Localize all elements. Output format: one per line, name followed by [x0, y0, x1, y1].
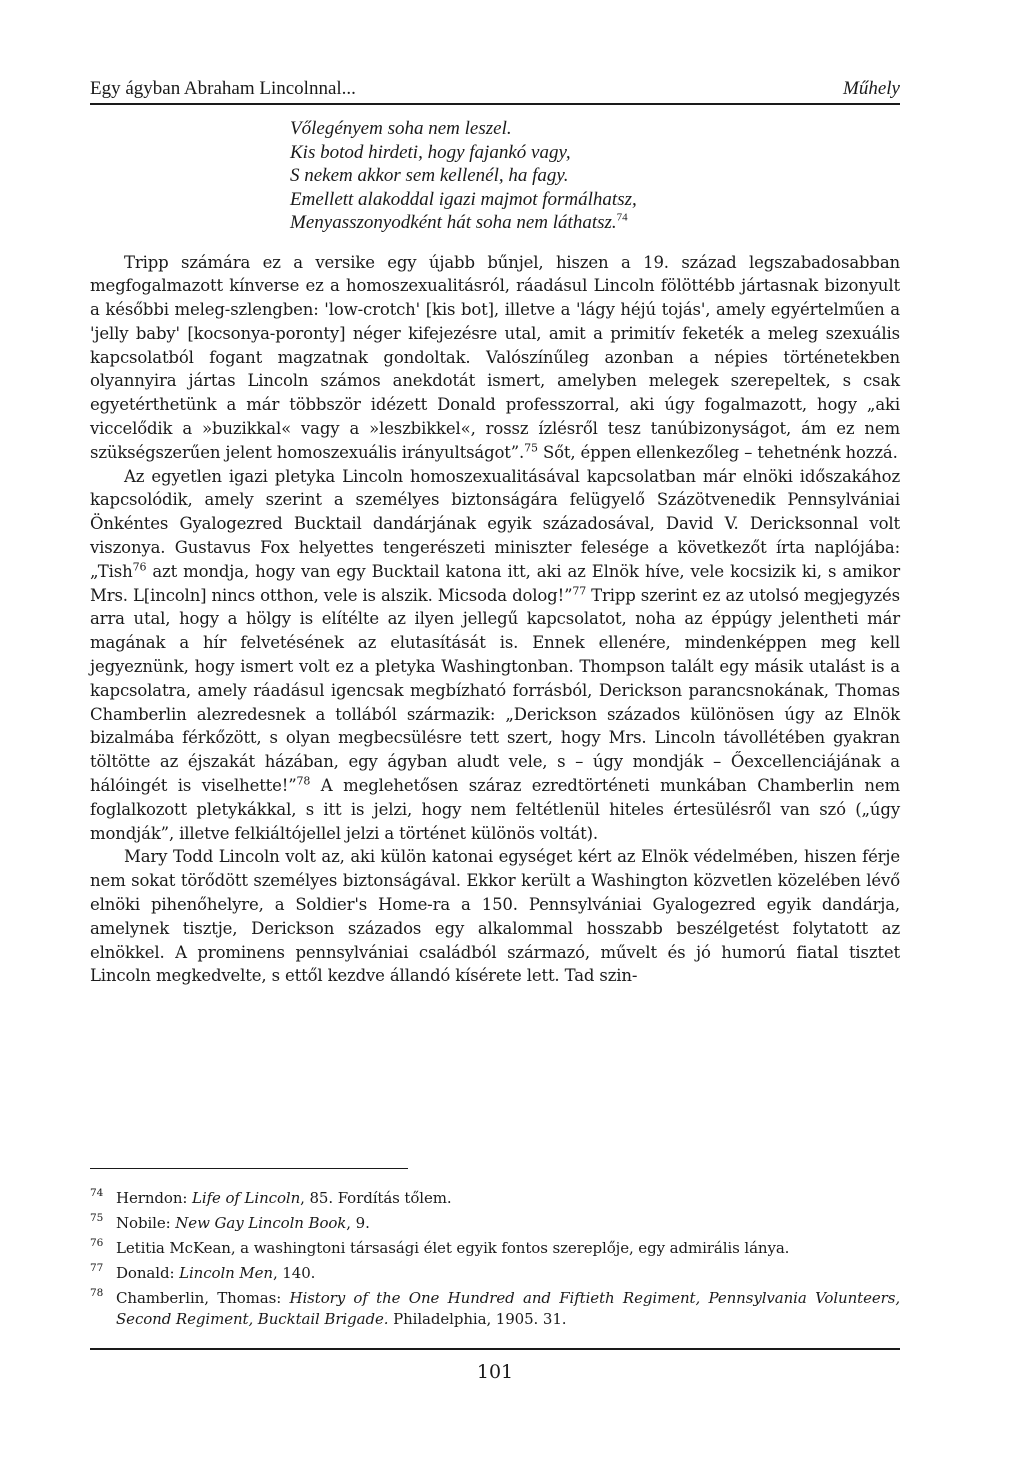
footnote-title: History of the One Hundred and Fiftieth Regiment, Pennsylvania Volunteers, Second Regiment, Bucktail Brigade.: [116, 1289, 900, 1328]
footnote-ref[interactable]: 77: [572, 584, 587, 598]
footnote-title: Lincoln Men: [179, 1264, 273, 1282]
paragraph-3: [90, 845, 900, 988]
poem-quote: [290, 117, 900, 235]
footnote-text: [116, 1288, 900, 1330]
poem-line: S nekem akkor sem kellenél, ha fagy.: [290, 165, 569, 186]
footnotes: [90, 1188, 900, 1334]
footnote-ref[interactable]: 75: [524, 441, 538, 455]
paragraph-text: A meglehetősen száraz ezredtörténeti munkában Chamberlin nem foglalkozott pletykákkal, s itt is jelzi, hogy nem feltétlenül hiteles értesülésről van szó („úgy mondják”, illetve felkiáltójellel jelzi a történet különös voltát).: [90, 776, 900, 843]
paragraph-1: [90, 251, 900, 465]
footnote-text: [116, 1188, 900, 1209]
book-page: [90, 78, 900, 1458]
footnote-prefix: Chamberlin, Thomas:: [116, 1289, 290, 1307]
footnote-item: [90, 1188, 900, 1209]
footnote-ref[interactable]: 78: [296, 774, 311, 788]
footnote-item: [90, 1238, 900, 1259]
footnote-ref[interactable]: 74: [616, 211, 628, 224]
footnote-number: 75: [90, 1212, 104, 1224]
page-number: 101: [476, 1361, 514, 1383]
poem-line: Emellett alakoddal igazi majmot formálhatsz,: [290, 188, 637, 210]
poem-line-text: Menyasszonyodként hát soha nem láthatsz.: [290, 212, 617, 233]
bottom-divider: [90, 1348, 900, 1350]
footnote-title: Life of Lincoln: [192, 1189, 301, 1207]
paragraph-text: azt mondja, hogy van egy Bucktail katona itt, aki az Elnök híve, vele kocsizik ki, s amikor Mrs. L[incoln] nincs otthon, vele is alszik. Micsoda dolog!”: [90, 561, 900, 605]
poem-line: Kis botod hirdeti, hogy fajankó vagy,: [290, 141, 571, 163]
footnote-item: [90, 1263, 900, 1284]
footnote-prefix: Donald:: [116, 1264, 180, 1282]
footnote-suffix: , 9.: [346, 1214, 370, 1232]
footnote-suffix: , 85. Fordítás tőlem.: [300, 1189, 452, 1207]
footnote-number: 76: [90, 1237, 104, 1249]
paragraph-text: Az egyetlen igazi pletyka Lincoln homoszexualitásával kapcsolatban már elnöki időszakához kapcsolódik, amely szerint a személyes biztonságára felügyelő Százötvenedik Pennsylvániai Önkéntes Gyalogezred Bucktail dandárjának egyik századosával, David V. Dericksonnal volt viszonya. Gustavus Fox helyettes tengerészeti miniszter felesége a következőt írta naplójába: „Tish: [90, 466, 900, 581]
paragraph-text: Mary Todd Lincoln volt az, aki külön katonai egységet kért az Elnök védelmében, hiszen férje nem sokat törődött személyes biztonságával. Ekkor került a Washington közvetlen közelében lévő elnöki pihenőhelyre, a Soldier's Home-ra a 150. Pennsylvániai Gyalogezred egyik dandárja, amelynek tisztje, Derickson százados egy alkalommal hosszabb beszélgetést folytatott az elnökkel. A prominens pennsylvániai családból származó, művelt és jó humorú fiatal tisztet Lincoln megkedvelte, s ettől kezdve állandó kísérete lett. Tad szin-: [90, 847, 900, 986]
footnote-title: New Gay Lincoln Book: [175, 1214, 347, 1232]
footnote-prefix: Herndon:: [116, 1189, 193, 1207]
footnote-item: [90, 1288, 900, 1330]
footnote-divider: [90, 1168, 408, 1169]
footnote-text: [116, 1263, 900, 1284]
footnote-number: 78: [90, 1287, 104, 1299]
footnote-prefix: Nobile:: [116, 1214, 176, 1232]
running-title: Egy ágyban Abraham Lincolnnal...: [90, 78, 356, 99]
footnote-text: [116, 1213, 900, 1234]
footnote-text: [116, 1238, 900, 1259]
footnote-ref[interactable]: 76: [132, 560, 147, 574]
footnote-item: [90, 1213, 900, 1234]
footnote-suffix: , 140.: [272, 1264, 316, 1282]
body-text: [90, 251, 900, 989]
paragraph-text: Tripp szerint ez az utolsó megjegyzés arra utal, hogy a hölgy is elítélte az ilyen jellegű kapcsolatot, noha az éppúgy jelentheti már magának a hír felvetésének az elutasítását is. Ennek ellenére, mindenképpen meg kell jegyeznünk, hogy ismert volt ez a pletyka Washingtonban. Thompson talált egy másik utalást is a kapcsolatra, amely ráadásul igencsak megbízható forrásból, Derickson parancsnokának, Thomas Chamberlin alezredesnek a tollából származik: „Derickson százados különösen úgy az Elnök bizalmába férkőzött, s olyan megbecsülésre tett szert, hogy Mrs. Lincoln távollétében gyakran töltötte az éjszakát házában, egy ágyban aludt vele, s – úgy mondják – Őexcellenciájának a hálóingét is viselhette!”: [90, 585, 900, 796]
footnote-number: 74: [90, 1187, 104, 1199]
footnote-number: 77: [90, 1262, 104, 1274]
paragraph-text: Tripp számára ez a versike egy újabb bűnjel, hiszen a 19. század legszabadosabban megfogalmazott kínverse ez a homoszexualitásról, ráadásul Lincoln fölöttébb jártasnak bizonyult a későbbi meleg-szlengben: 'low-crotch' [kis bot], illetve a 'lágy héjú tojás', amely egyértelműen a 'jelly baby' [kocsonya-poronty] néger kifejezésre utal, amit a primitív feketék a meleg szexuális kapcsolatból fogant magzatnak gondoltak. Valószínűleg azonban a népies történetekben olyannyira jártas Lincoln számos anekdotát ismert, amelyben melegek szerepeltek, s csak egyetérthetünk a már többször idézett Donald professzorral, aki úgy fogalmazott, hogy „aki viccelődik a »buzikkal« vagy a »leszbikkel«, rossz ízlésről tesz tanúbizonyságot, ám ez nem szükségszerűen jelent homoszexuális irányultságot”.: [90, 252, 900, 462]
running-header: [90, 78, 900, 105]
poem-line: Vőlegényem soha nem leszel.: [290, 118, 512, 139]
paragraph-text: Sőt, éppen ellenkezőleg – tehetnénk hozzá.: [537, 442, 898, 462]
paragraph-2: [90, 465, 900, 846]
footnote-prefix: Letitia McKean, a washingtoni társasági élet egyik fontos szereplője, egy admirális lánya.: [116, 1239, 790, 1257]
footnote-suffix: Philadelphia, 1905. 31.: [388, 1310, 567, 1328]
section-name: Műhely: [843, 78, 900, 99]
poem-line-last: [290, 211, 900, 235]
